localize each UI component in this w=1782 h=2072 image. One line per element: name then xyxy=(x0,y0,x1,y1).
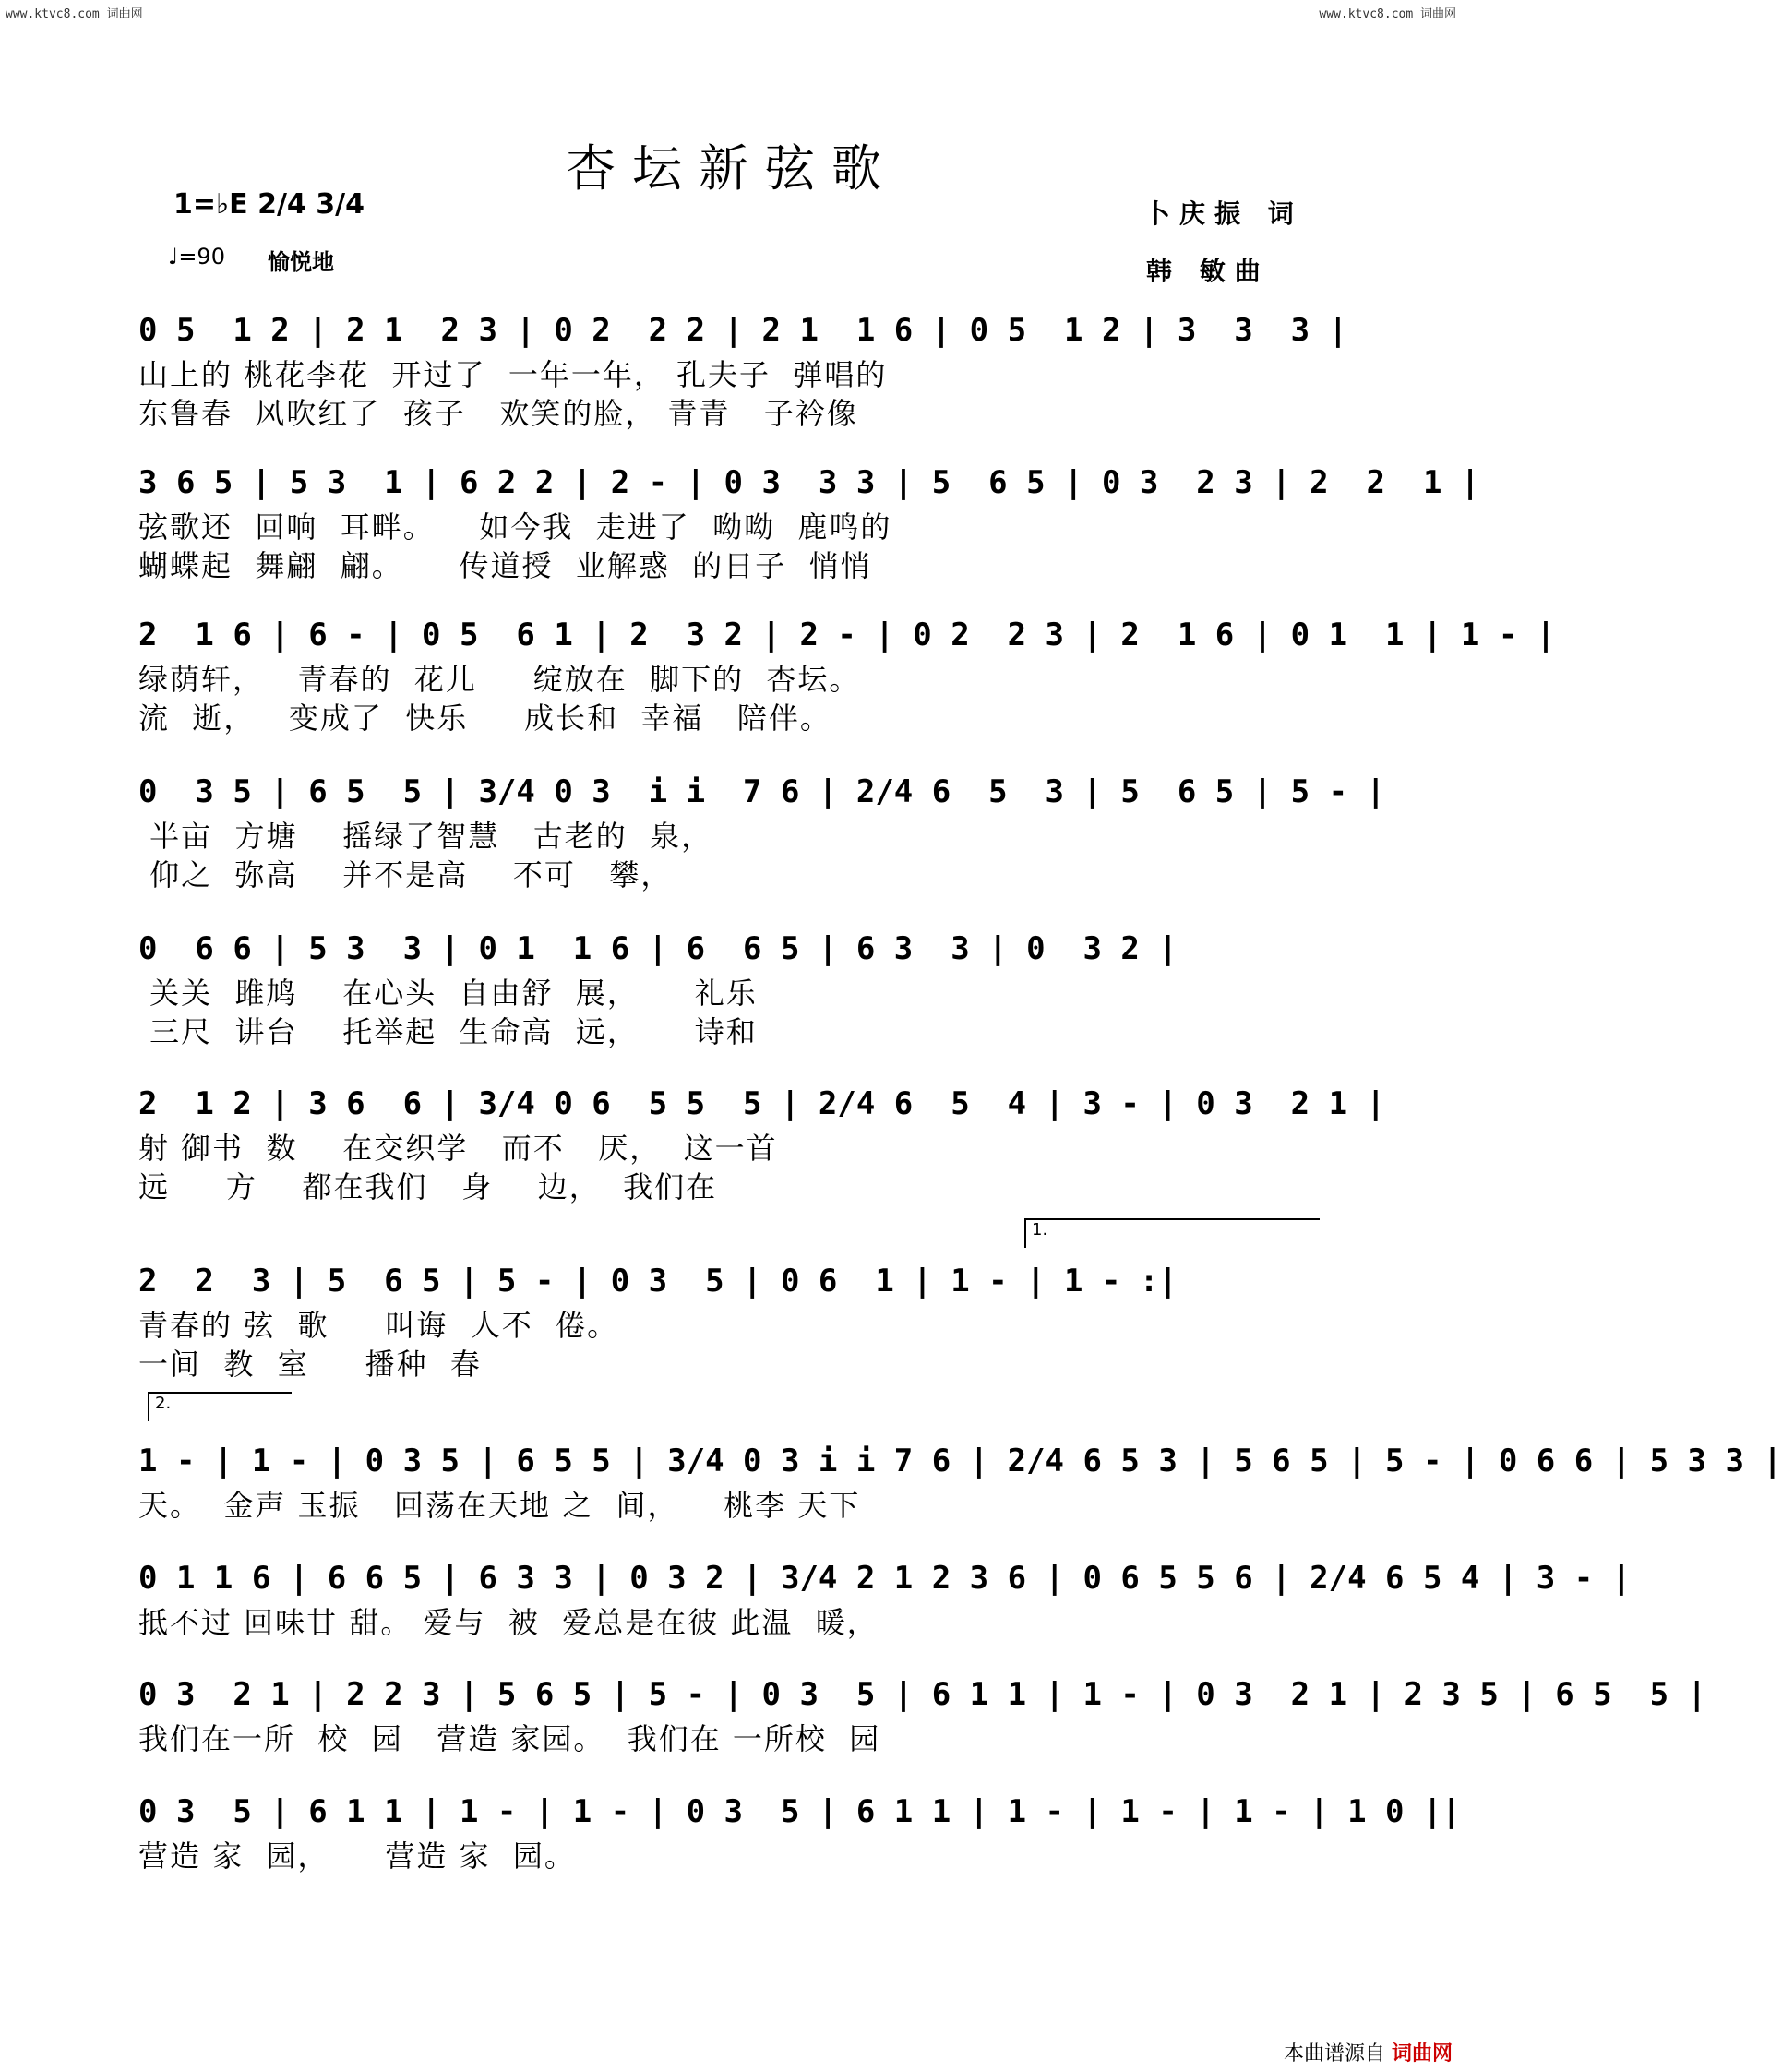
footer xyxy=(1284,2038,1453,2066)
notation-line: 2 2 3 | 5 6 5 | 5 - | 0 3 5 | 0 6 1 | 1 - | 1 - :| xyxy=(138,1263,1178,1299)
lyric-verse-2: 流 逝， 变成了 快乐 成长和 幸福 陪伴。 xyxy=(138,701,831,736)
lyric-verse-1: 我们在一所 校 园 营造 家园。 我们在 一所校 园 xyxy=(138,1721,881,1756)
footer-brand[interactable]: 词曲网 xyxy=(1391,2042,1453,2066)
lyric-verse-1: 弦歌还 回响 耳畔。 如今我 走进了 呦呦 鹿鸣的 xyxy=(138,509,892,545)
notation-line: 0 6 6 | 5 3 3 | 0 1 1 6 | 6 6 5 | 6 3 3 | 0 3 2 | xyxy=(138,930,1178,967)
lyric-verse-1: 青春的 弦 歌 叫诲 人不 倦。 xyxy=(138,1308,619,1343)
footer-text: 本曲谱源自 xyxy=(1283,2042,1385,2066)
notation-line: 1 - | 1 - | 0 3 5 | 6 5 5 | 3/4 0 3 i i 7 6 | 2/4 6 5 3 | 5 6 5 | 5 - | 0 6 6 | 5 3 3 | xyxy=(138,1443,1782,1479)
lyric-verse-2: 蝴蝶起 舞翩 翩。 传道授 业解惑 的日子 悄悄 xyxy=(138,548,872,583)
lyric-verse-2: 一间 教 室 播种 春 xyxy=(138,1347,482,1382)
lyric-verse-1: 关关 雎鸠 在心头 自由舒 展， 礼乐 xyxy=(138,976,758,1011)
notation-line: 0 3 5 | 6 1 1 | 1 - | 1 - | 0 3 5 | 6 1 1 | 1 - | 1 - | 1 - | 1 0 || xyxy=(138,1793,1461,1830)
page-title: 杏坛新弦歌 xyxy=(566,139,898,198)
notation-line: 0 5 1 2 | 2 1 2 3 | 0 2 2 2 | 2 1 1 6 | 0 5 1 2 | 3 3 3 | xyxy=(138,312,1348,349)
expression-mark: 愉悦地 xyxy=(268,249,334,275)
lyric-verse-1: 抵不过 回味甘 甜。 爱与 被 爱总是在彼 此温 暖， xyxy=(138,1605,879,1640)
volta-first: 1. xyxy=(1024,1218,1320,1248)
watermark-left: www.ktvc8.com 词曲网 xyxy=(6,7,143,21)
lyric-verse-1: 天。 金声 玉振 回荡在天地 之 间， 桃李 天下 xyxy=(138,1488,861,1523)
lyric-verse-2: 东鲁春 风吹红了 孩子 欢笑的脸， 青青 子衿像 xyxy=(138,396,858,431)
notation-line: 3 6 5 | 5 3 1 | 6 2 2 | 2 - | 0 3 3 3 | 5 6 5 | 0 3 2 3 | 2 2 1 | xyxy=(138,464,1480,501)
lyric-verse-1: 半亩 方塘 摇绿了智慧 古老的 泉， xyxy=(138,819,713,854)
volta-second: 2. xyxy=(148,1392,292,1421)
lyricist-credit: 卜庆振 词 xyxy=(1144,198,1303,229)
notation-line: 2 1 2 | 3 6 6 | 3/4 0 6 5 5 5 | 2/4 6 5 4 | 3 - | 0 3 2 1 | xyxy=(138,1085,1386,1122)
lyric-verse-1: 绿荫轩， 青春的 花儿 绽放在 脚下的 杏坛。 xyxy=(138,662,861,697)
lyric-verse-2: 三尺 讲台 托举起 生命高 远， 诗和 xyxy=(138,1014,758,1049)
lyric-verse-1: 射 御书 数 在交织学 而不 厌， 这一首 xyxy=(138,1131,778,1166)
notation-line: 2 1 6 | 6 - | 0 5 6 1 | 2 3 2 | 2 - | 0 2 2 3 | 2 1 6 | 0 1 1 | 1 - | xyxy=(138,617,1556,653)
lyric-verse-2: 远 方 都在我们 身 边， 我们在 xyxy=(138,1169,718,1204)
notation-line: 0 3 5 | 6 5 5 | 3/4 0 3 i i 7 6 | 2/4 6 5 3 | 5 6 5 | 5 - | xyxy=(138,773,1386,810)
tempo-mark: ♩=90 xyxy=(168,244,225,269)
lyric-verse-2: 仰之 弥高 并不是高 不可 攀， xyxy=(138,857,673,892)
watermark-right: www.ktvc8.com 词曲网 xyxy=(1319,7,1456,21)
notation-line: 0 3 2 1 | 2 2 3 | 5 6 5 | 5 - | 0 3 5 | 6 1 1 | 1 - | 0 3 2 1 | 2 3 5 | 6 5 5 | xyxy=(138,1676,1706,1713)
lyric-verse-1: 山上的 桃花李花 开过了 一年一年， 孔夫子 弹唱的 xyxy=(138,357,888,392)
composer-credit: 韩 敏曲 xyxy=(1146,256,1270,286)
lyric-verse-1: 营造 家 园， 营造 家 园。 xyxy=(138,1838,576,1874)
notation-line: 0 1 1 6 | 6 6 5 | 6 3 3 | 0 3 2 | 3/4 2 1 2 3 6 | 0 6 5 5 6 | 2/4 6 5 4 | 3 - | xyxy=(138,1560,1632,1597)
key-signature: 1=♭E 2/4 3/4 xyxy=(173,188,365,221)
